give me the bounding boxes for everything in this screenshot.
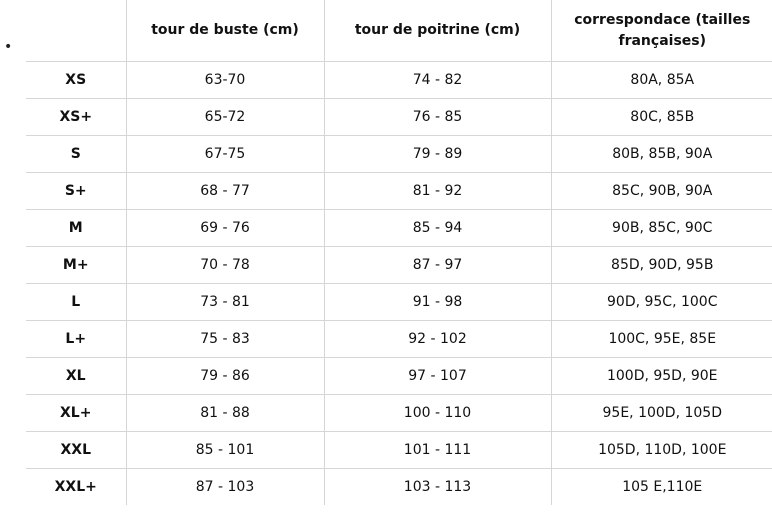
correspondance-cell: 85C, 90B, 90A xyxy=(551,173,772,210)
tour-de-poitrine-cell: 92 - 102 xyxy=(324,321,551,358)
tour-de-buste-cell: 68 - 77 xyxy=(126,173,324,210)
table-row xyxy=(26,432,772,469)
correspondance-cell: 105D, 110D, 100E xyxy=(551,432,772,469)
table-body xyxy=(26,62,772,506)
size-cell: S+ xyxy=(26,173,126,210)
table-header xyxy=(26,0,772,62)
correspondance-cell: 100C, 95E, 85E xyxy=(551,321,772,358)
size-cell: S xyxy=(26,136,126,173)
size-cell: XXL xyxy=(26,432,126,469)
tour-de-poitrine-cell: 100 - 110 xyxy=(324,395,551,432)
table-row xyxy=(26,358,772,395)
header-tour-de-buste: tour de buste (cm) xyxy=(126,0,324,62)
correspondance-cell: 90D, 95C, 100C xyxy=(551,284,772,321)
size-chart-table xyxy=(26,0,772,505)
correspondance-cell: 90B, 85C, 90C xyxy=(551,210,772,247)
tour-de-buste-cell: 70 - 78 xyxy=(126,247,324,284)
table-row xyxy=(26,469,772,506)
table-row xyxy=(26,284,772,321)
correspondance-cell: 105 E,110E xyxy=(551,469,772,506)
tour-de-poitrine-cell: 97 - 107 xyxy=(324,358,551,395)
table-row xyxy=(26,395,772,432)
size-cell: XXL+ xyxy=(26,469,126,506)
size-cell: M xyxy=(26,210,126,247)
correspondance-cell: 95E, 100D, 105D xyxy=(551,395,772,432)
table-row xyxy=(26,136,772,173)
tour-de-buste-cell: 63-70 xyxy=(126,62,324,99)
list-bullet: • xyxy=(4,39,13,55)
tour-de-poitrine-cell: 103 - 113 xyxy=(324,469,551,506)
correspondance-cell: 85D, 90D, 95B xyxy=(551,247,772,284)
tour-de-poitrine-cell: 79 - 89 xyxy=(324,136,551,173)
header-row xyxy=(26,0,772,62)
correspondance-cell: 100D, 95D, 90E xyxy=(551,358,772,395)
tour-de-buste-cell: 85 - 101 xyxy=(126,432,324,469)
size-cell: XL+ xyxy=(26,395,126,432)
table-row xyxy=(26,247,772,284)
table-row xyxy=(26,62,772,99)
tour-de-poitrine-cell: 76 - 85 xyxy=(324,99,551,136)
size-cell: L xyxy=(26,284,126,321)
tour-de-poitrine-cell: 91 - 98 xyxy=(324,284,551,321)
tour-de-buste-cell: 79 - 86 xyxy=(126,358,324,395)
size-cell: L+ xyxy=(26,321,126,358)
table-row xyxy=(26,99,772,136)
size-cell: XS+ xyxy=(26,99,126,136)
tour-de-poitrine-cell: 74 - 82 xyxy=(324,62,551,99)
tour-de-buste-cell: 81 - 88 xyxy=(126,395,324,432)
tour-de-buste-cell: 69 - 76 xyxy=(126,210,324,247)
correspondance-cell: 80A, 85A xyxy=(551,62,772,99)
tour-de-buste-cell: 75 - 83 xyxy=(126,321,324,358)
header-tour-de-poitrine: tour de poitrine (cm) xyxy=(324,0,551,62)
tour-de-buste-cell: 87 - 103 xyxy=(126,469,324,506)
header-size xyxy=(26,0,126,62)
table-row xyxy=(26,210,772,247)
table-row xyxy=(26,173,772,210)
tour-de-poitrine-cell: 87 - 97 xyxy=(324,247,551,284)
header-correspondance: correspondace (tailles françaises) xyxy=(551,0,772,62)
tour-de-poitrine-cell: 81 - 92 xyxy=(324,173,551,210)
tour-de-poitrine-cell: 85 - 94 xyxy=(324,210,551,247)
size-cell: XS xyxy=(26,62,126,99)
tour-de-buste-cell: 73 - 81 xyxy=(126,284,324,321)
correspondance-cell: 80C, 85B xyxy=(551,99,772,136)
tour-de-buste-cell: 65-72 xyxy=(126,99,324,136)
size-cell: M+ xyxy=(26,247,126,284)
tour-de-poitrine-cell: 101 - 111 xyxy=(324,432,551,469)
table-row xyxy=(26,321,772,358)
correspondance-cell: 80B, 85B, 90A xyxy=(551,136,772,173)
tour-de-buste-cell: 67-75 xyxy=(126,136,324,173)
size-cell: XL xyxy=(26,358,126,395)
